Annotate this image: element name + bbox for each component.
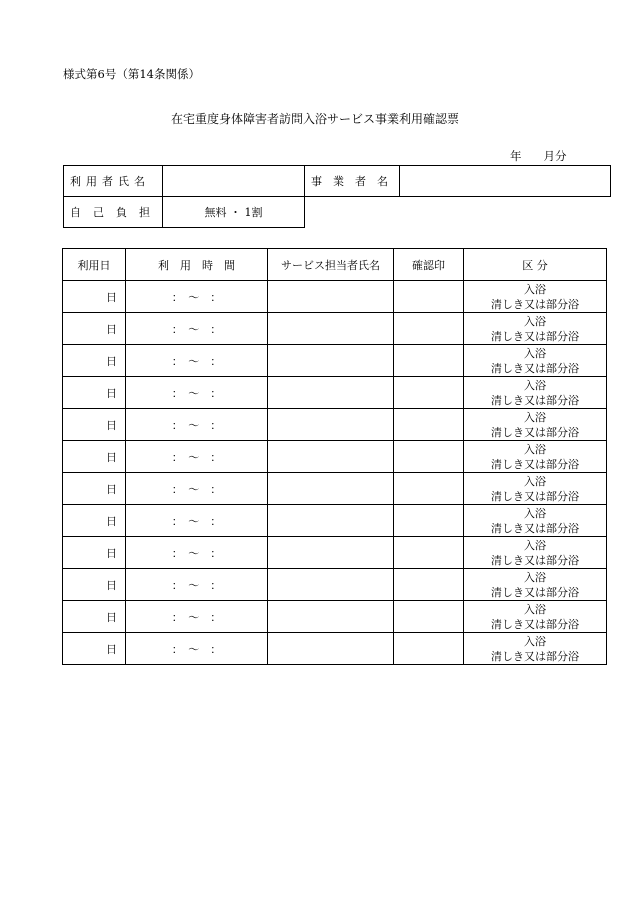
table-row	[63, 473, 607, 505]
confirm-seal-cell[interactable]	[394, 601, 464, 633]
header-staff-name: サービス担当者氏名	[268, 249, 394, 281]
usage-time-cell[interactable]: ： 〜 ：	[126, 633, 268, 665]
confirm-seal-cell[interactable]	[394, 377, 464, 409]
category-partial-bath: 清しき又は部分浴	[491, 617, 579, 631]
usage-time-cell[interactable]: ： 〜 ：	[126, 569, 268, 601]
usage-day-cell[interactable]: 日	[63, 441, 126, 473]
usage-day-cell[interactable]: 日	[63, 409, 126, 441]
info-table	[63, 165, 611, 228]
usage-day-cell[interactable]: 日	[63, 633, 126, 665]
usage-time-cell[interactable]: ： 〜 ：	[126, 505, 268, 537]
category-bath: 入浴	[524, 506, 546, 520]
table-row	[63, 569, 607, 601]
category-partial-bath: 清しき又は部分浴	[491, 553, 579, 567]
date-line	[510, 148, 567, 164]
usage-day-cell[interactable]: 日	[63, 505, 126, 537]
usage-time-cell[interactable]: ： 〜 ：	[126, 601, 268, 633]
table-row	[63, 601, 607, 633]
category-bath: 入浴	[524, 442, 546, 456]
header-confirm-seal: 確認印	[394, 249, 464, 281]
category-partial-bath: 清しき又は部分浴	[491, 457, 579, 471]
staff-name-cell[interactable]	[268, 313, 394, 345]
category-cell[interactable]	[464, 313, 607, 345]
table-row	[63, 345, 607, 377]
table-row	[63, 281, 607, 313]
user-name-label: 利用者氏名	[64, 166, 163, 197]
staff-name-cell[interactable]	[268, 537, 394, 569]
confirm-seal-cell[interactable]	[394, 345, 464, 377]
usage-day-cell[interactable]: 日	[63, 345, 126, 377]
category-partial-bath: 清しき又は部分浴	[491, 585, 579, 599]
usage-log-table	[62, 248, 607, 665]
month-label: 月分	[543, 149, 567, 163]
category-bath: 入浴	[524, 314, 546, 328]
confirm-seal-cell[interactable]	[394, 537, 464, 569]
staff-name-cell[interactable]	[268, 473, 394, 505]
category-partial-bath: 清しき又は部分浴	[491, 329, 579, 343]
category-cell[interactable]	[464, 473, 607, 505]
usage-time-cell[interactable]: ： 〜 ：	[126, 377, 268, 409]
usage-time-cell[interactable]: ： 〜 ：	[126, 345, 268, 377]
table-row	[63, 505, 607, 537]
usage-day-cell[interactable]: 日	[63, 473, 126, 505]
table-row	[63, 377, 607, 409]
provider-name-field[interactable]	[400, 166, 611, 197]
usage-day-cell[interactable]: 日	[63, 569, 126, 601]
category-cell[interactable]	[464, 377, 607, 409]
category-cell[interactable]	[464, 441, 607, 473]
category-bath: 入浴	[524, 570, 546, 584]
confirm-seal-cell[interactable]	[394, 473, 464, 505]
page-title: 在宅重度身体障害者訪問入浴サービス事業利用確認票	[170, 112, 459, 126]
category-cell[interactable]	[464, 345, 607, 377]
category-partial-bath: 清しき又は部分浴	[491, 489, 579, 503]
table-row	[63, 409, 607, 441]
category-partial-bath: 清しき又は部分浴	[491, 425, 579, 439]
usage-time-cell[interactable]: ： 〜 ：	[126, 473, 268, 505]
staff-name-cell[interactable]	[268, 281, 394, 313]
category-bath: 入浴	[524, 474, 546, 488]
confirm-seal-cell[interactable]	[394, 441, 464, 473]
staff-name-cell[interactable]	[268, 601, 394, 633]
table-row	[63, 633, 607, 665]
category-cell[interactable]	[464, 601, 607, 633]
category-bath: 入浴	[524, 378, 546, 392]
table-row	[63, 537, 607, 569]
category-bath: 入浴	[524, 282, 546, 296]
usage-time-cell[interactable]: ： 〜 ：	[126, 537, 268, 569]
category-cell[interactable]	[464, 281, 607, 313]
usage-time-cell[interactable]: ： 〜 ：	[126, 313, 268, 345]
category-bath: 入浴	[524, 538, 546, 552]
form-number: 様式第6号（第14条関係）	[63, 67, 200, 81]
category-bath: 入浴	[524, 410, 546, 424]
usage-day-cell[interactable]: 日	[63, 281, 126, 313]
header-usage-time: 利 用 時 間	[126, 249, 268, 281]
header-category: 区 分	[464, 249, 607, 281]
category-bath: 入浴	[524, 346, 546, 360]
usage-day-cell[interactable]: 日	[63, 377, 126, 409]
usage-time-cell[interactable]: ： 〜 ：	[126, 409, 268, 441]
category-partial-bath: 清しき又は部分浴	[491, 393, 579, 407]
confirm-seal-cell[interactable]	[394, 409, 464, 441]
confirm-seal-cell[interactable]	[394, 281, 464, 313]
category-cell[interactable]	[464, 505, 607, 537]
category-bath: 入浴	[524, 634, 546, 648]
category-cell[interactable]	[464, 633, 607, 665]
table-row	[63, 313, 607, 345]
category-partial-bath: 清しき又は部分浴	[491, 361, 579, 375]
staff-name-cell[interactable]	[268, 377, 394, 409]
staff-name-cell[interactable]	[268, 633, 394, 665]
usage-day-cell[interactable]: 日	[63, 601, 126, 633]
confirm-seal-cell[interactable]	[394, 633, 464, 665]
staff-name-cell[interactable]	[268, 409, 394, 441]
staff-name-cell[interactable]	[268, 505, 394, 537]
staff-name-cell[interactable]	[268, 345, 394, 377]
header-usage-day: 利用日	[63, 249, 126, 281]
usage-time-cell[interactable]: ： 〜 ：	[126, 441, 268, 473]
usage-day-cell[interactable]: 日	[63, 537, 126, 569]
category-cell[interactable]	[464, 537, 607, 569]
copay-label: 自己負担	[64, 197, 163, 228]
usage-day-cell[interactable]: 日	[63, 313, 126, 345]
table-row	[63, 441, 607, 473]
confirm-seal-cell[interactable]	[394, 505, 464, 537]
usage-time-cell[interactable]: ： 〜 ：	[126, 281, 268, 313]
user-name-field[interactable]	[163, 166, 305, 197]
category-partial-bath: 清しき又は部分浴	[491, 297, 579, 311]
category-partial-bath: 清しき又は部分浴	[491, 521, 579, 535]
table-header-row	[63, 249, 607, 281]
year-label: 年	[510, 149, 522, 163]
staff-name-cell[interactable]	[268, 441, 394, 473]
copay-value[interactable]: 無料 ・ 1割	[163, 197, 305, 228]
category-cell[interactable]	[464, 569, 607, 601]
category-bath: 入浴	[524, 602, 546, 616]
category-cell[interactable]	[464, 409, 607, 441]
provider-name-label: 事業者名	[305, 166, 400, 197]
staff-name-cell[interactable]	[268, 569, 394, 601]
confirm-seal-cell[interactable]	[394, 313, 464, 345]
category-partial-bath: 清しき又は部分浴	[491, 649, 579, 663]
confirm-seal-cell[interactable]	[394, 569, 464, 601]
